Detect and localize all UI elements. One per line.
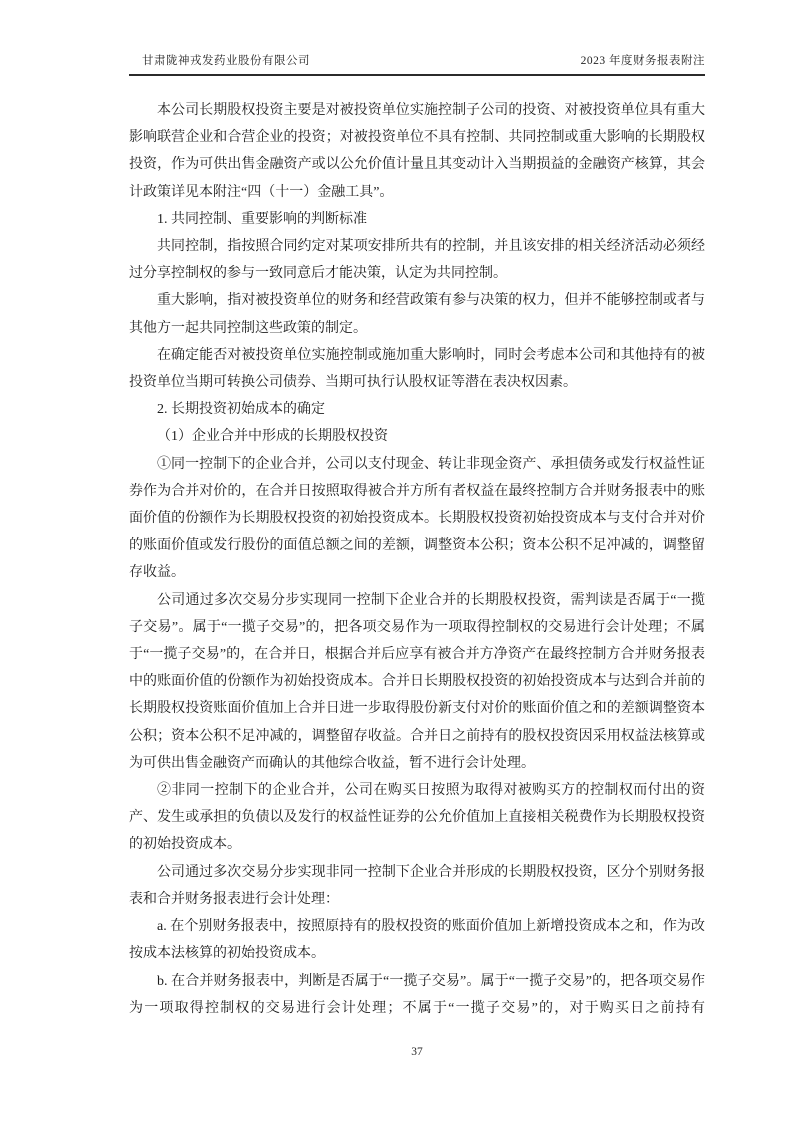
document-body (129, 97, 705, 1022)
para-item-b: b. 在合并财务报表中，判断是否属于“一揽子交易”。属于“一揽子交易”的，把各项交易作为一项取得控制权的交易进行会计处理；不属于“一揽子交易”的，对于购买日之前持有 (129, 973, 705, 1016)
para-joint-control-def: 共同控制，指按照合同约定对某项安排所共有的控制，并且该安排的相关经济活动必须经过分享控制权的参与一致同意后才能决策，认定为共同控制。 (129, 239, 705, 282)
para-non-same-control-steps: 公司通过多次交易分步实现非同一控制下企业合并形成的长期股权投资，区分个别财务报表和合并财务报表进行会计处理： (129, 864, 705, 907)
para-potential-voting-rights: 在确定能否对被投资单位实施控制或施加重大影响时，同时会考虑本公司和其他持有的被投资单位当期可转换公司债券、当期可执行认股权证等潜在表决权因素。 (129, 347, 705, 391)
para-same-control-steps: 公司通过多次交易分步实现同一控制下企业合并的长期股权投资，需判读是否属于“一揽子交易”。属于“一揽子交易”的，把各项交易作为一项取得控制权的交易进行会计处理；不属于“一揽子交易”的，在合并日，根据合并后应享有被合并方净资产在最终控制方合并财务报表中的账面价值的份额作为初始投资成本。合并日长期股权投资的初始投资成本与达到合并前的长期股权投资账面价值加上合并日进一步取得股份新支付对价的账面价值之和的差额调整资本公积；资本公积不足冲减的，调整留存收益。合并日之前持有的股权投资因采用权益法核算或为可供出售金融资产而确认的其他综合收益，暂不进行会计处理。 (129, 592, 705, 771)
header-report-title: 2023 年度财务报表附注 (580, 55, 705, 67)
para-non-same-control: ②非同一控制下的企业合并，公司在购买日按照为取得对被购买方的控制权而付出的资产、发生或承担的负债以及发行的权益性证券的公允价值加上直接相关税费作为长期股权投资的初始投资成本。 (129, 783, 705, 853)
para-lt-equity-overview: 本公司长期股权投资主要是对被投资单位实施控制子公司的投资、对被投资单位具有重大影响联营企业和合营企业的投资；对被投资单位不具有控制、共同控制或重大影响的长期股权投资，作为可供出售金融资产或以公允价值计量且其变动计入当期损益的金融资产核算，其会计政策详见本附注“四（十一）金融工具”。 (129, 103, 705, 200)
para-significant-influence: 重大影响，指对被投资单位的财务和经营政策有参与决策的权力，但并不能够控制或者与其他方一起共同控制这些政策的制定。 (129, 293, 705, 336)
page-header (129, 52, 705, 76)
page-footer (129, 1046, 705, 1058)
heading-business-combination: （1）企业合并中形成的长期股权投资 (157, 429, 388, 445)
para-item-a: a. 在个别财务报表中，按照原持有的股权投资的账面价值加上新增投资成本之和，作为改按成本法核算的初始投资成本。 (129, 919, 705, 962)
para-same-control: ①同一控制下的企业合并，公司以支付现金、转让非现金资产、承担债务或发行权益性证券作为合并对价的，在合并日按照取得被合并方所有者权益在最终控制方合并财务报表中的账面价值的份额作为长期股权投资的初始投资成本。长期股权投资初始投资成本与支付合并对价的账面价值或发行股份的面值总额之间的差额，调整资本公积；资本公积不足冲减的，调整留存收益。 (129, 456, 705, 581)
page-number: 37 (411, 1046, 423, 1058)
header-company-name: 甘肃陇神戎发药业股份有限公司 (142, 55, 310, 67)
heading-initial-cost: 2. 长期投资初始成本的确定 (157, 402, 325, 418)
heading-joint-control: 1. 共同控制、重要影响的判断标准 (157, 211, 367, 227)
